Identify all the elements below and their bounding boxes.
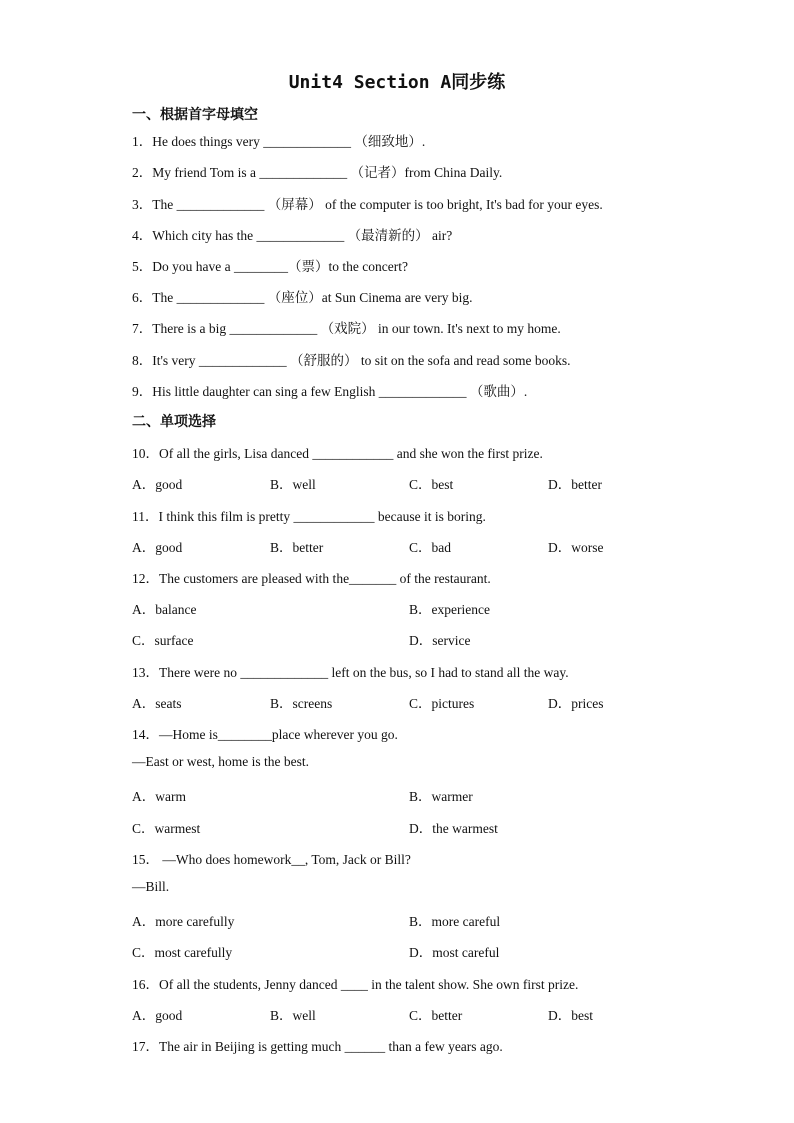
- question-16: 16．Of all the students, Jenny danced ____ in the talent show. She own first prize.: [132, 977, 579, 992]
- question-6: 6．The _____________ （座位）at Sun Cinema are very big.: [132, 290, 473, 305]
- option-14-a: A．warm: [132, 789, 186, 804]
- option-15-a: A．more carefully: [132, 914, 235, 929]
- option-12-b: B．experience: [409, 602, 490, 617]
- question-11: 11．I think this film is pretty ____________ because it is boring.: [132, 509, 486, 524]
- option-14-b: B．warmer: [409, 789, 473, 804]
- question-14: 14．—Home is________place wherever you go.: [132, 727, 398, 742]
- option-15-b: B．more careful: [409, 914, 501, 929]
- option-16-d: D．best: [548, 1008, 593, 1023]
- option-11-c: C．bad: [409, 540, 451, 555]
- option-12-d: D．service: [409, 633, 471, 648]
- option-11-d: D．worse: [548, 540, 604, 555]
- option-10-a: A．good: [132, 477, 183, 492]
- question-4: 4．Which city has the _____________ （最清新的） air?: [132, 228, 453, 243]
- question-5: 5．Do you have a ________（票）to the concert?: [132, 259, 408, 274]
- option-13-d: D．prices: [548, 696, 604, 711]
- option-11-b: B．better: [270, 540, 324, 555]
- question-15: 15． —Who does homework__, Tom, Jack or Bill?: [132, 852, 411, 867]
- option-13-a: A．seats: [132, 696, 182, 711]
- option-16-b: B．well: [270, 1008, 316, 1023]
- option-14-d: D．the warmest: [409, 821, 498, 836]
- question-7: 7．There is a big _____________ （戏院） in our town. It's next to my home.: [132, 321, 561, 336]
- question-1: 1．He does things very _____________ （细致地）.: [132, 134, 426, 149]
- question-12: 12．The customers are pleased with the_______ of the restaurant.: [132, 571, 491, 586]
- page-title: Unit4 Section A同步练: [288, 72, 506, 93]
- option-10-b: B．well: [270, 477, 316, 492]
- option-16-c: C．better: [409, 1008, 463, 1023]
- option-11-a: A．good: [132, 540, 183, 555]
- option-13-b: B．screens: [270, 696, 333, 711]
- section-heading-multiple-choice: 二、单项选择: [132, 414, 216, 430]
- option-12-c: C．surface: [132, 633, 194, 648]
- question-9: 9．His little daughter can sing a few English _____________ （歌曲）.: [132, 384, 528, 399]
- option-10-d: D．better: [548, 477, 602, 492]
- question-15-reply: —Bill.: [132, 879, 170, 894]
- question-8: 8．It's very _____________ （舒服的） to sit on the sofa and read some books.: [132, 353, 571, 368]
- question-17: 17．The air in Beijing is getting much ______ than a few years ago.: [132, 1039, 503, 1054]
- question-3: 3．The _____________ （屏幕） of the computer is too bright, It's bad for your eyes.: [132, 197, 603, 212]
- question-13: 13．There were no _____________ left on the bus, so I had to stand all the way.: [132, 665, 569, 680]
- option-10-c: C．best: [409, 477, 454, 492]
- option-15-c: C．most carefully: [132, 945, 233, 960]
- option-16-a: A．good: [132, 1008, 183, 1023]
- option-15-d: D．most careful: [409, 945, 500, 960]
- option-13-c: C．pictures: [409, 696, 475, 711]
- section-heading-fill-in: 一、根据首字母填空: [132, 107, 258, 123]
- option-12-a: A．balance: [132, 602, 197, 617]
- question-14-reply: —East or west, home is the best.: [132, 754, 309, 769]
- question-10: 10．Of all the girls, Lisa danced ____________ and she won the first prize.: [132, 446, 543, 461]
- question-2: 2．My friend Tom is a _____________ （记者）from China Daily.: [132, 165, 503, 180]
- option-14-c: C．warmest: [132, 821, 201, 836]
